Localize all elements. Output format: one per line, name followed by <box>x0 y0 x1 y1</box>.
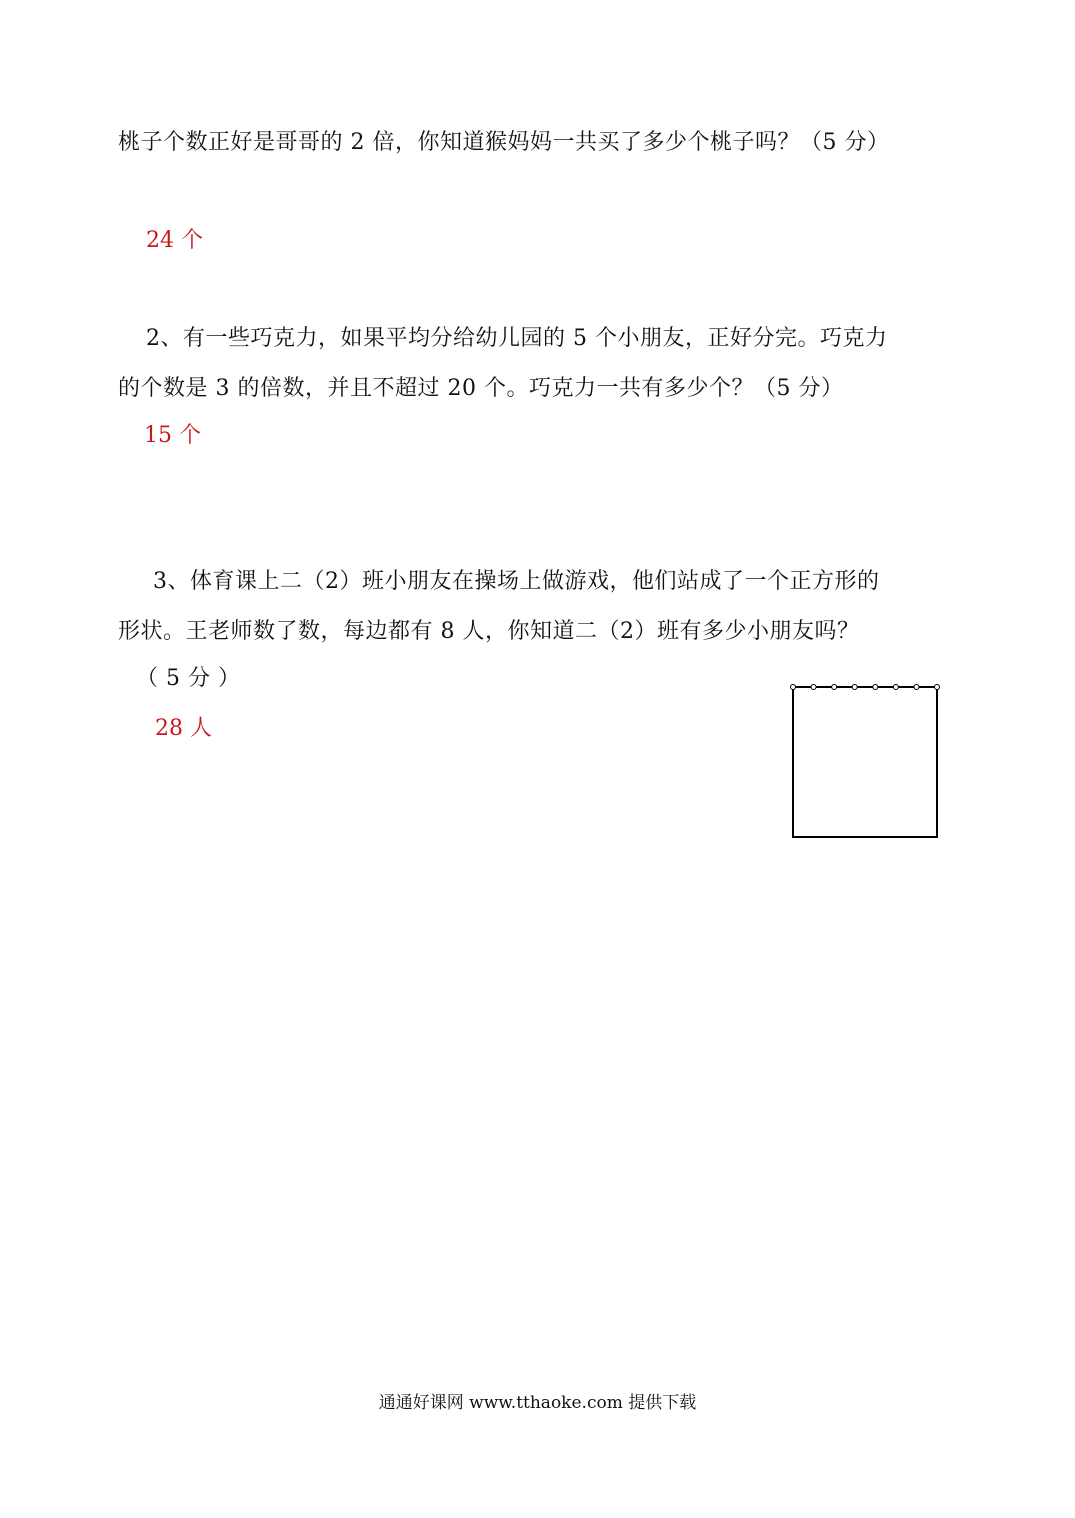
person-dot <box>791 685 796 690</box>
person-dot <box>832 685 837 690</box>
q3-text-line-1: 3、体育课上二（2）班小朋友在操场上做游戏，他们站成了一个正方形的 <box>153 569 880 594</box>
q2-answer: 15 个 <box>144 423 201 448</box>
q3-answer: 28 人 <box>155 716 212 741</box>
person-dot <box>852 685 857 690</box>
q1-text-line: 桃子个数正好是哥哥的 2 倍，你知道猴妈妈一共买了多少个桃子吗？（5 分） <box>118 130 890 155</box>
square-outline <box>793 687 937 837</box>
person-dot <box>935 685 940 690</box>
person-dot <box>811 685 816 690</box>
person-dot <box>914 685 919 690</box>
footer-credit: 通通好课网 www.tthaoke.com 提供下载 <box>378 1393 697 1413</box>
person-dot <box>893 685 898 690</box>
q3-text-line-2: 形状。王老师数了数，每边都有 8 人，你知道二（2）班有多少小朋友吗？ <box>118 619 860 644</box>
q1-answer: 24 个 <box>146 228 203 253</box>
q2-text-line-1: 2、有一些巧克力，如果平均分给幼儿园的 5 个小朋友，正好分完。巧克力 <box>146 326 888 351</box>
person-dot <box>873 685 878 690</box>
q2-text-line-2: 的个数是 3 的倍数，并且不超过 20 个。巧克力一共有多少个？（5 分） <box>118 376 844 401</box>
q3-points: （ 5 分 ） <box>136 666 241 691</box>
square-formation-figure <box>788 680 944 842</box>
